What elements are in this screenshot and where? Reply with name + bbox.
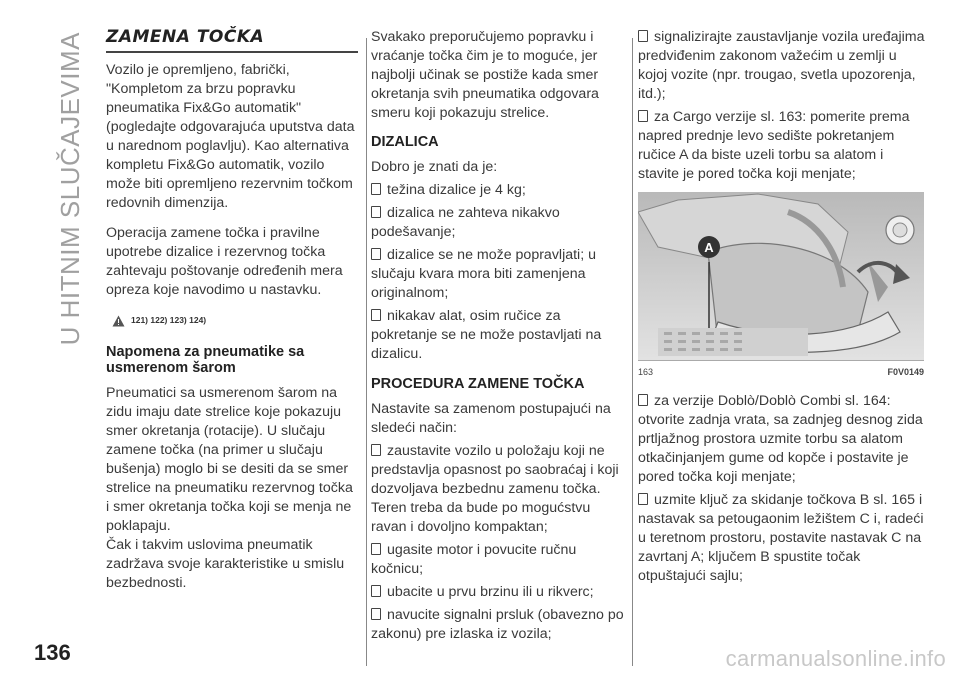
column-divider-1	[366, 38, 367, 666]
column-middle	[371, 28, 627, 648]
list-item: dizalica ne zahteva nikakvo podešavanje;	[371, 205, 560, 240]
column-right	[638, 28, 928, 590]
checkbox-bullet-icon	[371, 183, 381, 195]
section-title: ZAMENA TOČKA	[106, 28, 358, 53]
checkbox-bullet-icon	[371, 585, 381, 597]
warning-references	[112, 311, 358, 330]
list-item: ugasite motor i povucite ručnu kočnicu;	[371, 542, 577, 577]
list-item: za verzije Doblò/Doblò Combi sl. 164: otvorite zadnja vrata, sa zadnjeg desnog zida prtljažnog prostora uzmite torbu sa alatom otkačinjanjem gume od kopče i postavite je pored točka koji menjate;	[638, 393, 923, 485]
paragraph: Operacija zamene točka i pravilne upotrebe dizalice i rezervnog točka zahtevaju poštovanje određenih mera opreza koje navodimo u nastavku.	[106, 225, 343, 298]
figure-seat-lever	[638, 192, 924, 360]
checkbox-bullet-icon	[638, 394, 648, 406]
warning-icon	[112, 315, 125, 327]
list-item: dizalice se ne može popravljati; u slučaju kvara mora biti zamenjena originalnom;	[371, 247, 596, 301]
checkbox-bullet-icon	[371, 248, 381, 260]
column-left	[106, 28, 358, 604]
heading-procedura: PROCEDURA ZAMENE TOČKA	[371, 376, 585, 392]
watermark: carmanualsonline.info	[725, 646, 946, 671]
list-item: težina dizalice je 4 kg;	[371, 181, 627, 200]
checkbox-bullet-icon	[371, 309, 381, 321]
heading-dizalica: DIZALICA	[371, 134, 439, 150]
callout-label-a: A	[698, 236, 720, 258]
paragraph: Čak i takvim uslovima pneumatik zadržava svoje karakteristike u smislu bezbednosti.	[106, 537, 345, 591]
list-item: ubacite u prvu brzinu ili u rikverc;	[371, 583, 627, 602]
paragraph: Vozilo je opremljeno, fabrički, "Kompletom za brzu popravku pneumatika Fix&Go automatik" (pogledajte odgovarajuća uputstva data u narednom poglavlju). Kao alternativa kompletu Fix&Go automatik, vozilo može biti opremljeno rezervnim točkom redovnih dimenzija.	[106, 62, 355, 211]
checkbox-bullet-icon	[371, 206, 381, 218]
page-number: 136	[34, 640, 71, 665]
list-item: nikakav alat, osim ručice za pokretanje se ne može postavljati na dizalicu.	[371, 308, 602, 362]
figure-code: F0V0149	[887, 367, 924, 377]
chapter-title: U HITNIM SLUČAJEVIMA	[54, 32, 85, 346]
figure-caption	[638, 360, 924, 382]
list-item: signalizirajte zaustavljanje vozila uređajima predviđenim zakonom važećim u zemlji u kojoj vozite (npr. trougao, svetla upozorenja, itd.);	[638, 29, 925, 102]
list-item: navucite signalni prsluk (obavezno po zakonu) pre izlaska iz vozila;	[371, 607, 624, 642]
paragraph: Nastavite sa zamenom postupajući na sledeći način:	[371, 401, 611, 436]
subsection-title: Napomena za pneumatike sa usmerenom šarom	[106, 344, 305, 376]
checkbox-bullet-icon	[371, 543, 381, 555]
checkbox-bullet-icon	[371, 444, 381, 456]
figure-number: 163	[638, 367, 654, 377]
checkbox-bullet-icon	[638, 493, 648, 505]
list-item: uzmite ključ za skidanje točkova B sl. 165 i nastavak sa petougaonim ležištem C i, radeći u teretnom prostoru, postavite nastavak C na zavrtanj A; ključem B spustite točak otpuštajući sajlu;	[638, 492, 924, 584]
list-item: zaustavite vozilo u položaju koji ne predstavlja opasnost po saobraćaj i koji dozvoljava bezbednu zamenu točka. Teren treba da bude po mogućstvu ravan i dovoljno kompaktan;	[371, 443, 619, 535]
warning-refs-text: 121) 122) 123) 124)	[131, 315, 207, 325]
list-item: za Cargo verzije sl. 163: pomerite prema napred prednje levo sedište pokretanjem ručice A da biste uzeli torbu sa alatom i stavite je pored točka koji menjate;	[638, 109, 910, 182]
paragraph: Pneumatici sa usmerenom šarom na zidu imaju date strelice koje pokazuju smer okretanja (rotacije). U slučaju zamene točka (na primer u slučaju bušenja) moglo bi se desiti da se smer strelice na pneumatiku rezervnog točka i smer okretanja točka koji se menja ne poklapaju.	[106, 385, 353, 534]
checkbox-bullet-icon	[638, 30, 648, 42]
checkbox-bullet-icon	[638, 110, 648, 122]
chapter-side-tab	[50, 32, 90, 346]
seat-illustration	[638, 192, 924, 360]
paragraph: Svakako preporučujemo popravku i vraćanje točka čim je to moguće, jer najbolji učinak se postiže kada smer okretanja svih pneumatika odgovara smeru koji pokazuju strelice.	[371, 29, 599, 121]
paragraph: Dobro je znati da je:	[371, 159, 498, 175]
checkbox-bullet-icon	[371, 608, 381, 620]
column-divider-2	[632, 38, 633, 666]
